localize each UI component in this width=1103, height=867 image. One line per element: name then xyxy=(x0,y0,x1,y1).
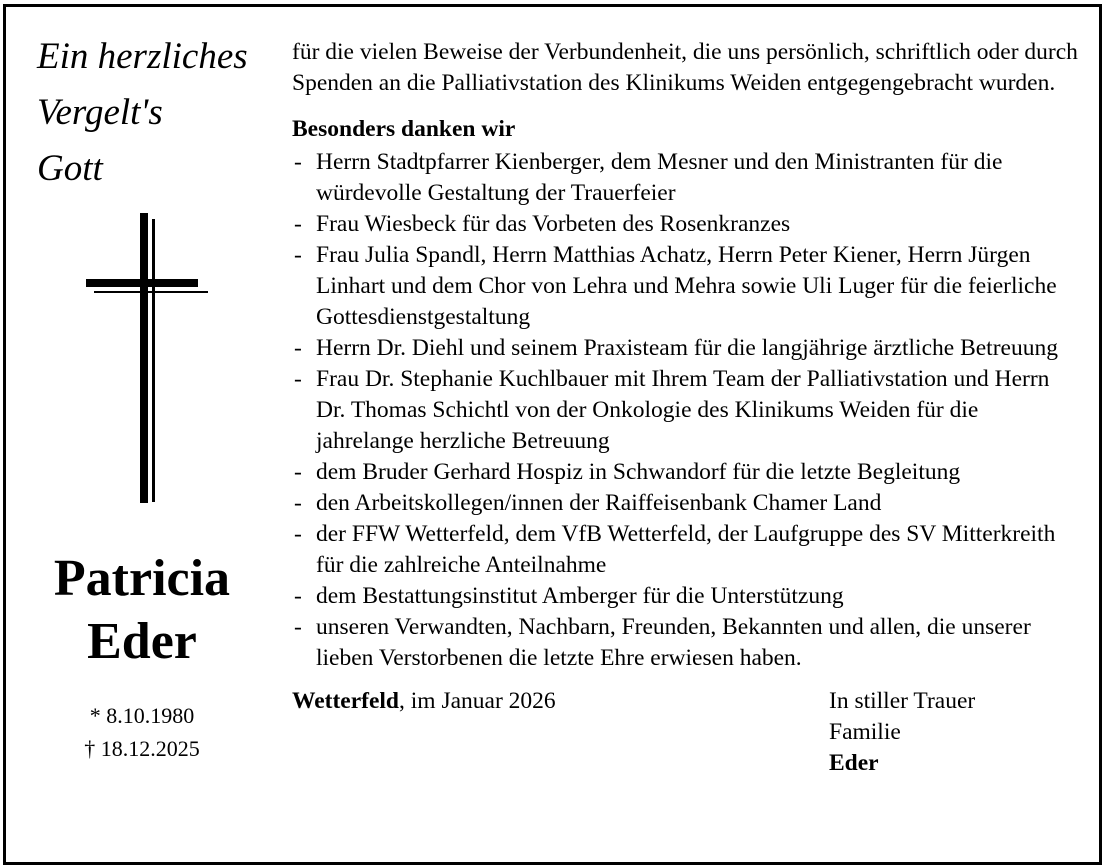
right-column xyxy=(292,37,1082,776)
thanks-list xyxy=(292,147,1082,674)
thank-you-heading xyxy=(37,29,277,197)
thanks-heading: Besonders danken wir xyxy=(292,116,516,142)
mourning-line: In stiller Trauer xyxy=(829,688,976,714)
thanks-item: - Herrn Dr. Diehl und seinem Praxisteam für die langjährige ärztliche Betreuung xyxy=(292,333,1082,364)
intro-text: für die vielen Beweise der Verbundenheit, die uns persönlich, schriftlich oder durch Spenden an die Palliativstation des Klinikums Weiden entgegengebracht wurden. xyxy=(292,39,1078,96)
death-date: † 18.12.2025 xyxy=(84,736,200,761)
thanks-item: - Frau Dr. Stephanie Kuchlbauer mit Ihrem Team der Palliativstation und Herrn Dr. Thomas Schichtl von der Onkologie des Klinikums Weiden für die jahrelange herzliche Betreuung xyxy=(292,364,1082,457)
thanks-item: - der FFW Wetterfeld, dem VfB Wetterfeld, der Laufgruppe des SV Mitterkreith für die zahlreiche Anteilnahme xyxy=(292,519,1082,581)
birth-date: * 8.10.1980 xyxy=(89,703,195,728)
signature-block xyxy=(292,686,1082,776)
heading-line-1: Ein herzliches xyxy=(37,36,248,77)
heading-line-3: Gott xyxy=(37,148,103,189)
thanks-item: - unseren Verwandten, Nachbarn, Freunden, Bekannten und allen, die unserer lieben Verstorbenen die letzte Ehre erwiesen haben. xyxy=(292,612,1082,674)
cross-icon xyxy=(84,207,214,507)
last-name: Eder xyxy=(87,613,197,670)
left-column xyxy=(6,7,278,862)
family-name: Eder xyxy=(829,750,879,776)
family-prefix: Familie xyxy=(829,719,901,745)
thanks-item: - den Arbeitskollegen/innen der Raiffeisenbank Chamer Land xyxy=(292,488,1082,519)
place-date xyxy=(292,686,556,717)
obituary-notice xyxy=(3,4,1102,865)
first-name: Patricia xyxy=(53,550,231,607)
family-line xyxy=(829,717,975,779)
town-name: Wetterfeld xyxy=(292,688,400,714)
date-text: , im Januar 2026 xyxy=(399,688,556,714)
thanks-item: - Herrn Stadtpfarrer Kienberger, dem Mesner und den Ministranten für die würdevolle Gestaltung der Trauerfeier xyxy=(292,147,1082,209)
life-dates xyxy=(6,699,278,765)
thanks-item: - Frau Julia Spandl, Herrn Matthias Achatz, Herrn Peter Kiener, Herrn Jürgen Linhart und dem Chor von Lehra und Mehra sowie Uli Luger für die feierliche Gottesdienstgestaltung xyxy=(292,240,1082,333)
heading-line-2: Vergelt's xyxy=(37,92,163,133)
deceased-name xyxy=(6,547,278,673)
thanks-item: - dem Bruder Gerhard Hospiz in Schwandorf für die letzte Begleitung xyxy=(292,457,1082,488)
thanks-item: - dem Bestattungsinstitut Amberger für die Unterstützung xyxy=(292,581,1082,612)
mourning-signature xyxy=(829,686,975,779)
thanks-item: - Frau Wiesbeck für das Vorbeten des Rosenkranzes xyxy=(292,209,1082,240)
